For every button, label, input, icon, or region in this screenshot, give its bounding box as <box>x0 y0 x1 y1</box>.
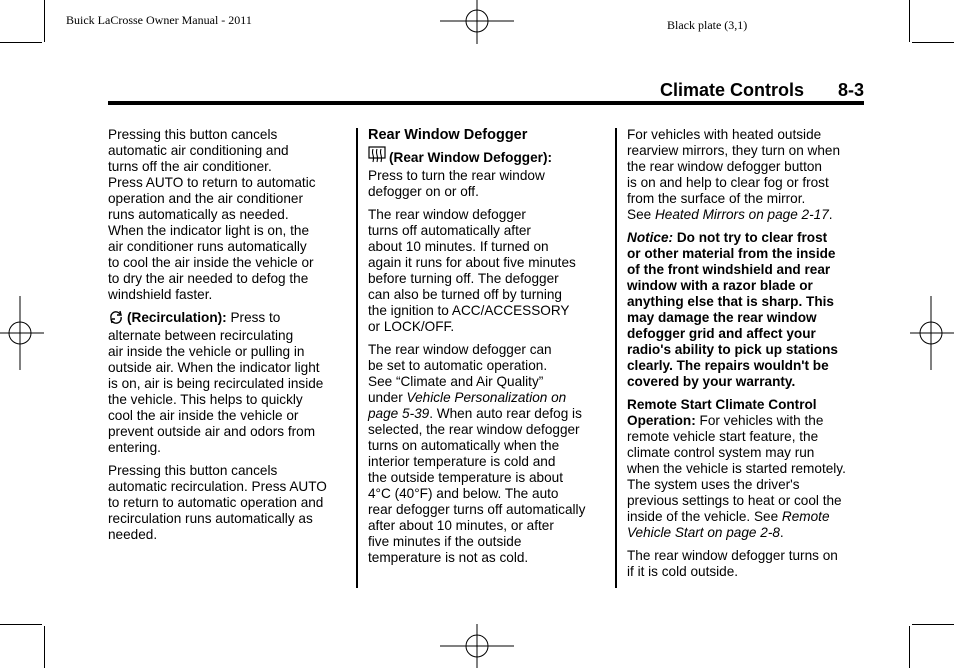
paragraph: The rear window defogger turns on if it is cold outside. <box>627 548 838 579</box>
notice-label: Notice: <box>627 230 674 245</box>
recirculation-paragraph <box>108 310 348 456</box>
registration-mark <box>440 0 516 44</box>
defogger-text: Press to turn the rear window defogger on or off. <box>368 168 545 199</box>
text: . <box>779 525 784 540</box>
notice-paragraph <box>627 230 867 390</box>
text: . <box>828 207 833 222</box>
remote-start-paragraph <box>627 397 867 541</box>
recirculation-label: (Recirculation): <box>127 310 227 325</box>
recirculation-icon <box>108 310 124 328</box>
auto-defog-paragraph <box>368 342 608 566</box>
page-header <box>108 80 864 102</box>
crop-mark <box>912 42 954 43</box>
page-number: 8-3 <box>837 80 864 100</box>
paragraph: Pressing this button cancels automatic recirculation. Press AUTO to return to automatic operation and recirculation runs automatically as needed. <box>108 463 327 542</box>
crop-mark <box>44 0 45 42</box>
remote-start-label: Remote Start Climate Control Operation: <box>627 397 817 428</box>
column-divider <box>356 128 358 588</box>
manual-title: Buick LaCrosse Owner Manual - 2011 <box>66 13 252 27</box>
crop-mark <box>44 626 45 668</box>
defogger-label: (Rear Window Defogger): <box>389 150 552 165</box>
paragraph: The rear window defogger turns off automatically after about 10 minutes. If turned on again it runs for about five minutes before turning off. The defogger can also be turned off by turning the ignition to ACC/ACCESSORY or LOCK/OFF. <box>368 207 576 334</box>
notice-text: Do not try to clear frost or other material from the inside of the front windshield and rear window with a razor blade or anything else that is sharp. This may damage the rear window defogger grid and affect your radio's ability to pick up stations clearly. The repairs wouldn't be covered by your warranty. <box>627 230 838 389</box>
registration-mark <box>910 296 954 372</box>
rear-window-defogger-heading: Rear Window Defogger <box>368 127 528 143</box>
column-2 <box>368 127 608 573</box>
paragraph: Pressing this button cancels automatic air conditioning and turns off the air conditioner. Press AUTO to return to automatic operation and the air conditioner runs automatically as needed. When the indicator light is on, the air conditioner runs automatically to cool the air inside the vehicle or to dry the air needed to defog the windshield faster. <box>108 127 316 302</box>
text: . When auto rear defog is selected, the rear window defogger turns on automatically when the interior temperature is cold and the outside temperature is about 4°C (40°F) and below. The auto rear defogger turns off automatically after about 10 minutes, or after five minutes if the outside temperature is not as cold. <box>368 406 586 565</box>
text: For vehicles with the remote vehicle start feature, the climate control system may run when the vehicle is started remotely. The system uses the driver's previous settings to heat or cool the inside of the vehicle. See <box>627 413 846 524</box>
crop-mark <box>909 0 910 42</box>
header-rule <box>108 101 864 105</box>
defogger-paragraph <box>368 146 608 200</box>
recirculation-text: Press to alternate between recirculating air inside the vehicle or pulling in outside air. When the indicator light is on, air is being recirculated inside the vehicle. This helps to quickly cool the air inside the vehicle or prevent outside air and odors from entering. <box>108 310 324 455</box>
crop-mark <box>912 624 954 625</box>
column-1 <box>108 127 348 550</box>
text: For vehicles with heated outside rearview mirrors, they turn on when the rear window defogger button is on and help to clear fog or frost from the surface of the mirror. See <box>627 127 841 222</box>
cross-reference: Heated Mirrors on page 2-17 <box>654 207 829 222</box>
plate-info: Black plate (3,1) <box>667 18 748 32</box>
rear-defogger-icon <box>368 146 386 168</box>
crop-mark <box>909 626 910 668</box>
crop-mark <box>0 42 42 43</box>
cross-reference: Remote Vehicle Start on page 2-8 <box>627 509 830 540</box>
text: The rear window defogger can be set to automatic operation. See “Climate and Air Quality” under <box>368 342 552 405</box>
cross-reference: Vehicle Personalization on page 5-39 <box>368 390 567 421</box>
registration-mark <box>0 296 44 372</box>
crop-mark <box>0 624 42 625</box>
registration-mark <box>440 624 516 668</box>
heated-mirrors-paragraph <box>627 127 867 223</box>
column-divider <box>615 128 617 588</box>
column-3 <box>627 127 867 587</box>
section-title: Climate Controls <box>659 80 804 100</box>
